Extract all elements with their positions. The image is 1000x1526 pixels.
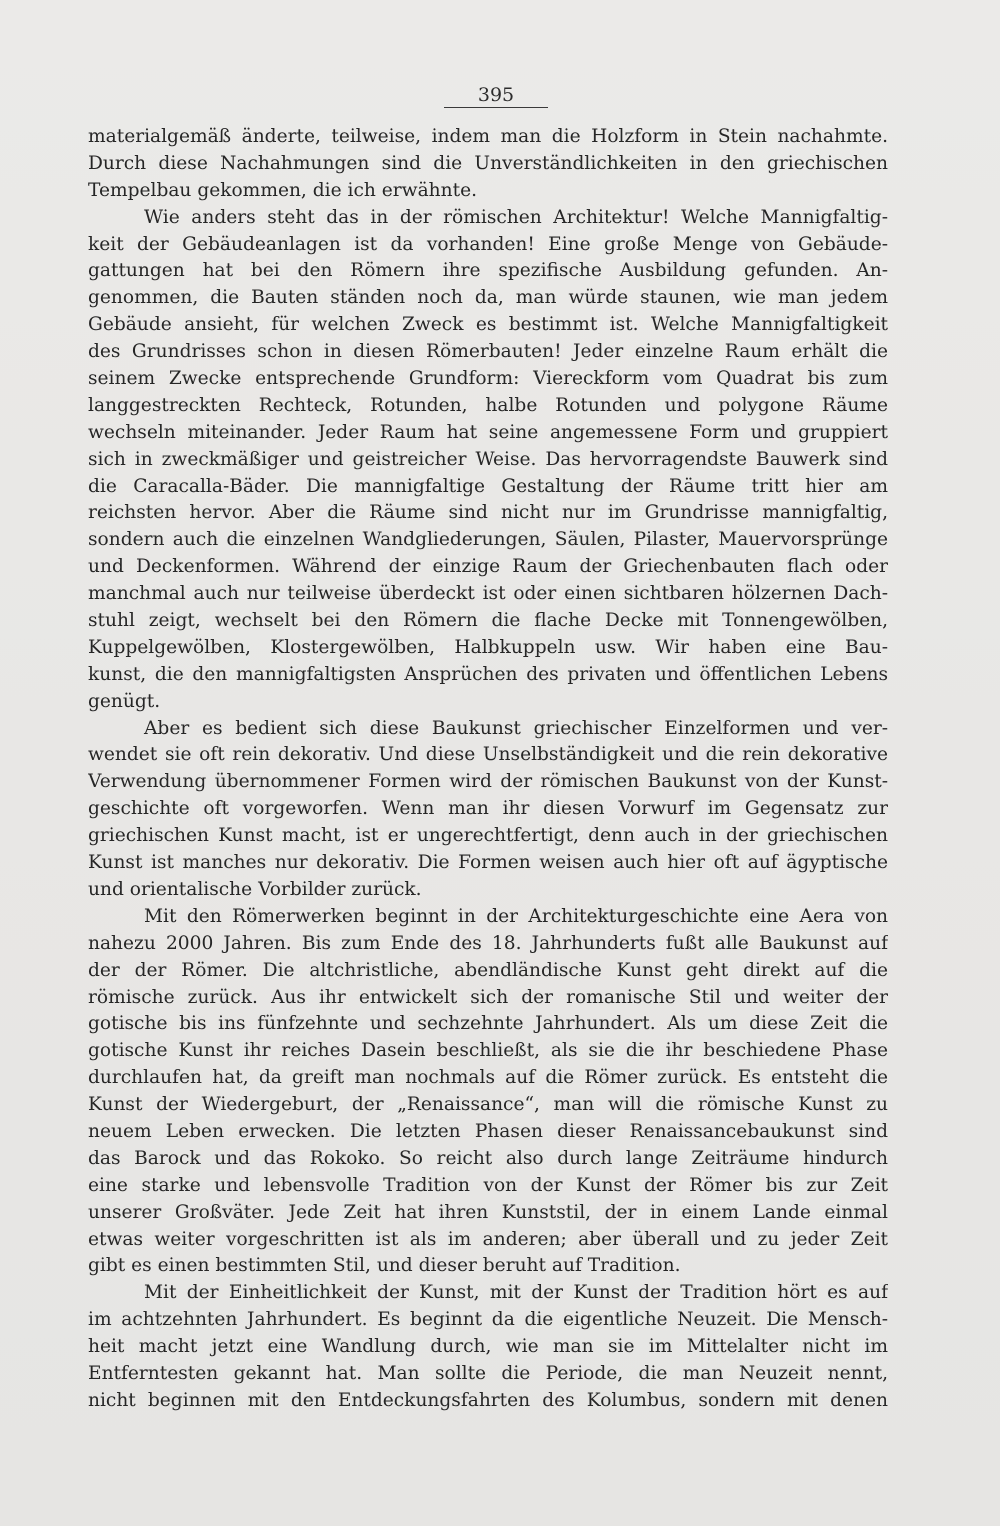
text-line: durchlaufen hat, da greift man nochmals auf die Römer zurück. Es entsteht die — [88, 1067, 888, 1089]
text-line: des Grundrisses schon in diesen Römerbauten! Jeder einzelne Raum erhält die — [88, 341, 888, 363]
text-line: gibt es einen bestimmten Stil, und dieser beruht auf Tradition. — [88, 1255, 681, 1277]
text-line: Durch diese Nachahmungen sind die Unverständlichkeiten in den griechischen — [88, 152, 888, 174]
text-line: römische zurück. Aus ihr entwickelt sich der romanische Stil und weiter der — [88, 986, 888, 1008]
text-line: Tempelbau gekommen, die ich erwähnte. — [88, 179, 477, 201]
text-line: gotische Kunst ihr reiches Dasein beschließt, als sie die ihr beschiedene Phase — [88, 1040, 888, 1062]
text-line: wechseln miteinander. Jeder Raum hat seine angemessene Form und gruppiert — [88, 421, 888, 443]
text-line: geschichte oft vorgeworfen. Wenn man ihr diesen Vorwurf im Gegensatz zur — [88, 798, 888, 820]
text-line: eine starke und lebensvolle Tradition von der Kunst der Römer bis zur Zeit — [88, 1174, 888, 1196]
text-line: reichsten hervor. Aber die Räume sind nicht nur im Grundrisse mannigfaltig, — [88, 502, 888, 524]
text-line: Kunst ist manches nur dekorativ. Die Formen weisen auch hier oft auf ägyptische — [88, 852, 888, 874]
text-line: heit macht jetzt eine Wandlung durch, wie man sie im Mittelalter nicht im — [88, 1336, 888, 1358]
text-line: stuhl zeigt, wechselt bei den Römern die flache Decke mit Tonnengewölben, — [88, 610, 888, 632]
text-line: das Barock und das Rokoko. So reicht also durch lange Zeiträume hindurch — [88, 1147, 888, 1169]
text-line: Kuppelgewölben, Klostergewölben, Halbkuppeln usw. Wir haben eine Bau- — [88, 636, 888, 658]
text-line: materialgemäß änderte, teilweise, indem man die Holzform in Stein nachahmte. — [88, 126, 888, 147]
text-line: der der Römer. Die altchristliche, abendländische Kunst geht direkt auf die — [88, 959, 888, 981]
text-line: nicht beginnen mit den Entdeckungsfahrten des Kolumbus, sondern mit denen — [88, 1389, 888, 1411]
text-line: griechischen Kunst macht, ist er ungerechtfertigt, denn auch in der griechischen — [88, 825, 888, 847]
text-line: Wie anders steht das in der römischen Architektur! Welche Mannigfaltig- — [144, 206, 888, 228]
page-number: 395 — [444, 84, 548, 108]
text-line: und Deckenformen. Während der einzige Raum der Griechenbauten flach oder — [88, 556, 888, 578]
text-line: wendet sie oft rein dekorativ. Und diese Unselbständigkeit und die rein dekorative — [88, 744, 888, 766]
text-line: nahezu 2000 Jahren. Bis zum Ende des 18. Jahrhunderts fußt alle Baukunst auf — [88, 932, 888, 954]
text-line: etwas weiter vorgeschritten ist als im anderen; aber überall und zu jeder Zeit — [88, 1228, 888, 1250]
text-line: die Caracalla-Bäder. Die mannigfaltige Gestaltung der Räume tritt hier am — [88, 475, 888, 497]
text-line: keit der Gebäudeanlagen ist da vorhanden! Eine große Menge von Gebäude- — [88, 233, 888, 255]
text-line: genommen, die Bauten ständen noch da, man würde staunen, wie man jedem — [88, 287, 888, 309]
text-line: Entferntesten gekannt hat. Man sollte die Periode, die man Neuzeit nennt, — [88, 1362, 888, 1384]
text-line: gattungen hat bei den Römern ihre spezifische Ausbildung gefunden. An- — [88, 260, 888, 282]
text-line: Kunst der Wiedergeburt, der „Renaissance“, man will die römische Kunst zu — [88, 1094, 888, 1116]
text-line: unserer Großväter. Jede Zeit hat ihren Kunststil, der in einem Lande einmal — [88, 1201, 888, 1223]
text-line: neuem Leben erwecken. Die letzten Phasen dieser Renaissancebaukunst sind — [88, 1120, 888, 1142]
text-line: manchmal auch nur teilweise überdeckt ist oder einen sichtbaren hölzernen Dach- — [88, 583, 888, 605]
text-line: Aber es bedient sich diese Baukunst griechischer Einzelformen und ver- — [144, 717, 888, 739]
text-line: kunst, die den mannigfaltigsten Ansprüchen des privaten und öffentlichen Lebens — [88, 663, 888, 685]
text-line: Mit den Römerwerken beginnt in der Architekturgeschichte eine Aera von — [144, 905, 888, 927]
text-line: Mit der Einheitlichkeit der Kunst, mit der Kunst der Tradition hört es auf — [144, 1282, 888, 1304]
text-line: gotische bis ins fünfzehnte und sechzehnte Jahrhundert. Als um diese Zeit die — [88, 1013, 888, 1035]
body-text — [88, 124, 888, 1415]
text-line: und orientalische Vorbilder zurück. — [88, 878, 422, 900]
text-line: sondern auch die einzelnen Wandgliederungen, Säulen, Pilaster, Mauervorsprünge — [88, 529, 888, 551]
text-line: Verwendung übernommener Formen wird der römischen Baukunst von der Kunst- — [88, 771, 888, 793]
text-line: seinem Zwecke entsprechende Grundform: Viereckform vom Quadrat bis zum — [88, 368, 888, 390]
text-line: langgestreckten Rechteck, Rotunden, halbe Rotunden und polygone Räume — [88, 394, 888, 416]
text-line: sich in zweckmäßiger und geistreicher Weise. Das hervorragendste Bauwerk sind — [88, 448, 888, 470]
text-line: genügt. — [88, 690, 161, 712]
text-line: Gebäude ansieht, für welchen Zweck es bestimmt ist. Welche Mannigfaltigkeit — [88, 314, 888, 336]
text-line: im achtzehnten Jahrhundert. Es beginnt da die eigentliche Neuzeit. Die Mensch- — [88, 1309, 888, 1331]
